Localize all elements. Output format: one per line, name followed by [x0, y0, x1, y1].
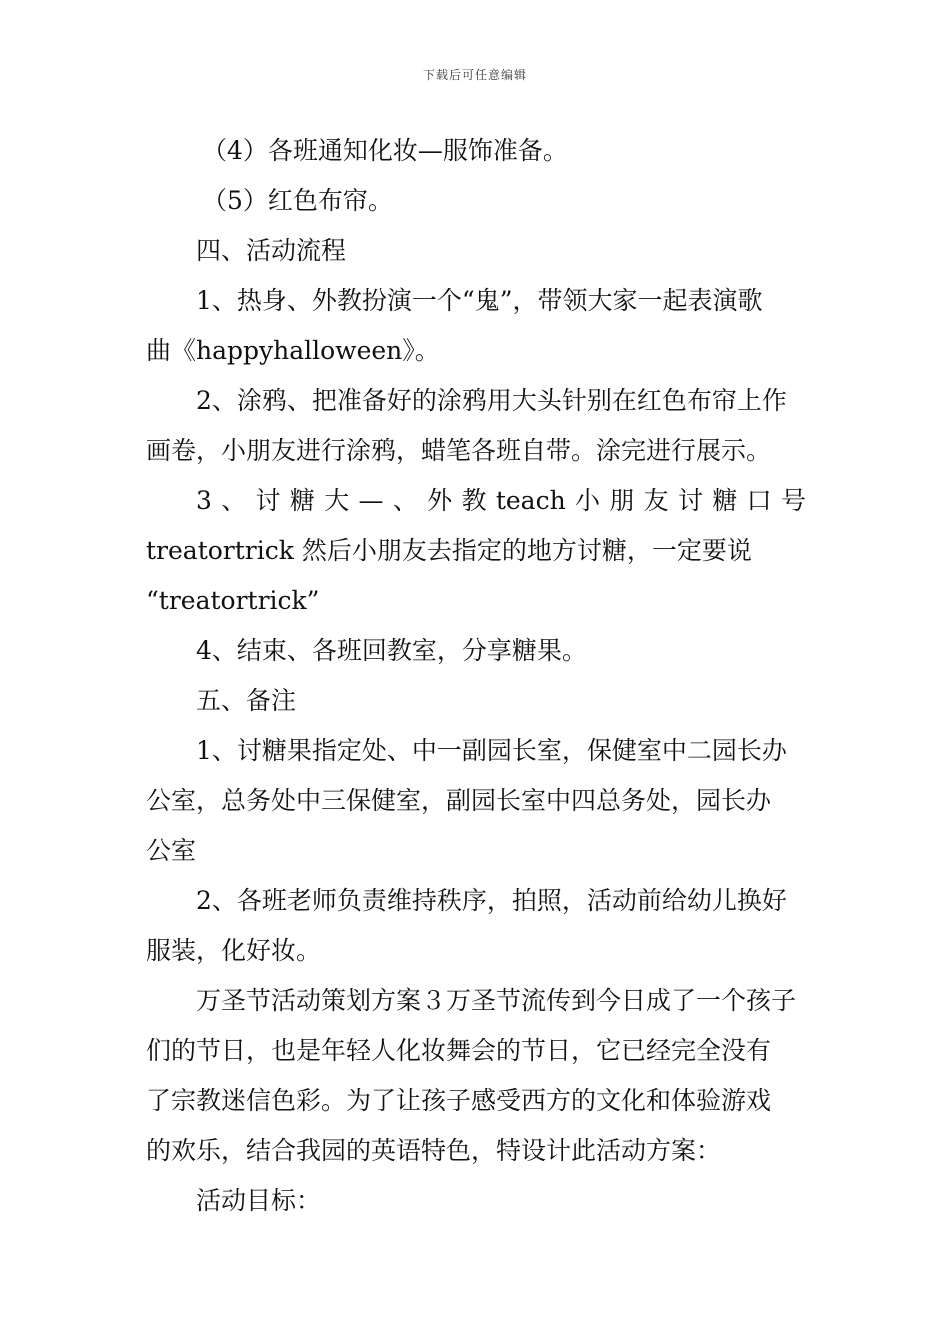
justified-token: 糖: [289, 486, 315, 515]
justified-token: 友: [643, 486, 669, 515]
section-heading: 活动目标：: [196, 1186, 322, 1215]
justified-token: 号: [780, 486, 806, 515]
justified-token: 、: [221, 486, 247, 515]
paragraph-line: 曲《happyhalloween》。: [146, 336, 440, 365]
paragraph-line: 2、涂鸦、把准备好的涂鸦用大头针别在红色布帘上作: [196, 386, 787, 415]
paragraph-line: treatortrick 然后小朋友去指定的地方讨糖，一定要说: [146, 536, 752, 565]
paragraph-line: 服装，化好妆。: [146, 936, 322, 965]
paragraph-line: 的欢乐，结合我园的英语特色，特设计此活动方案：: [146, 1136, 722, 1165]
paragraph-line: 2、各班老师负责维持秩序，拍照，活动前给幼儿换好: [196, 886, 787, 915]
justified-token: 外: [427, 486, 453, 515]
paragraph-line: 了宗教迷信色彩。为了让孩子感受西方的文化和体验游戏: [146, 1086, 772, 1115]
justified-token: 3: [196, 486, 212, 515]
justified-token: —: [358, 486, 384, 515]
paragraph-line: 画卷，小朋友进行涂鸦，蜡笔各班自带。涂完进行展示。: [146, 436, 772, 465]
paragraph-line: 万圣节活动策划方案３万圣节流传到今日成了一个孩子: [196, 986, 797, 1015]
section-heading: 五、备注: [196, 686, 297, 715]
paragraph-line: 公室，总务处中三保健室，副园长室中四总务处，园长办: [146, 786, 772, 815]
justified-token: 教: [461, 486, 487, 515]
paragraph-line: 4、结束、各班回教室，分享糖果。: [196, 636, 587, 665]
paragraph-line-justified: [146, 476, 806, 526]
page-header-note: 下载后可任意编辑: [422, 68, 527, 82]
section-heading: 四、活动流程: [196, 236, 347, 265]
justified-token: teach: [495, 486, 566, 515]
justified-token: 口: [746, 486, 772, 515]
list-item: （4）各班通知化妆—服饰准备。: [202, 136, 568, 165]
justified-token: 大: [324, 486, 350, 515]
justified-token: 、: [392, 486, 418, 515]
paragraph-line: “treatortrick”: [146, 586, 320, 615]
justified-token: 讨: [677, 486, 703, 515]
justified-token: 小: [575, 486, 601, 515]
justified-token: 朋: [609, 486, 635, 515]
paragraph-line: 们的节日，也是年轻人化妆舞会的节日，它已经完全没有: [146, 1036, 772, 1065]
document-body: [146, 126, 806, 1226]
justified-token: 讨: [255, 486, 281, 515]
justified-token: 糖: [712, 486, 738, 515]
paragraph-line: 1、讨糖果指定处、中一副园长室，保健室中二园长办: [196, 736, 787, 765]
paragraph-line: 1、热身、外教扮演一个“鬼”，带领大家一起表演歌: [196, 286, 763, 315]
list-item: （5）红色布帘。: [202, 186, 393, 215]
paragraph-line: 公室: [146, 836, 197, 865]
